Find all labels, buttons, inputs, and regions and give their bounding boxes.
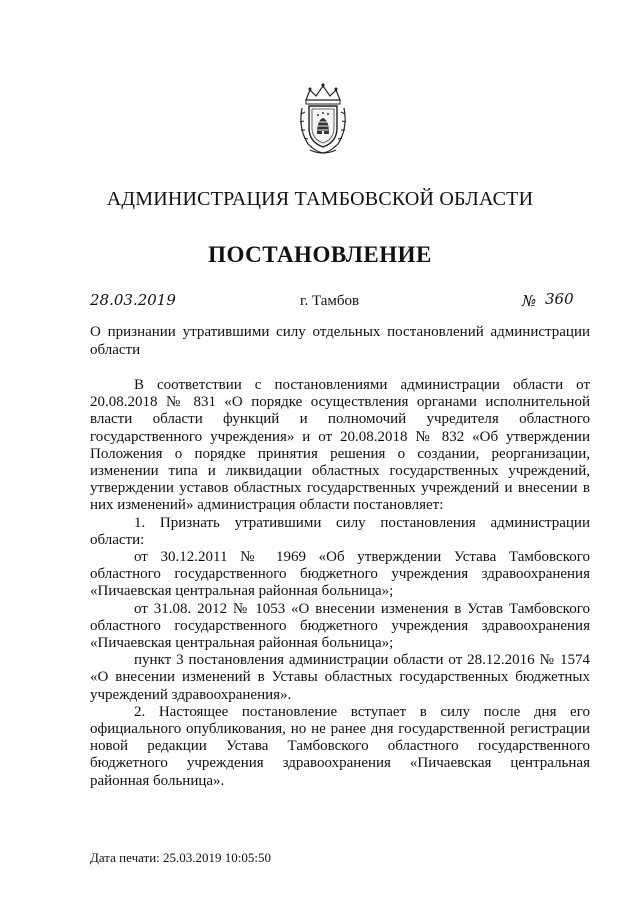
number-handwritten: 360 (545, 290, 574, 308)
date-handwritten: 28.03.2019 (90, 291, 176, 309)
document-subject: О признании утратившими силу отдельных постановлений администрации области (90, 324, 590, 358)
tambov-coat-of-arms-icon (296, 82, 350, 156)
organization-title: АДМИНИСТРАЦИЯ ТАМБОВСКОЙ ОБЛАСТИ (106, 188, 534, 210)
paragraph-subitem: от 31.08. 2012 № 1053 «О внесении изменения в Устав Тамбовского областного государственного бюджетного учреждения здравоохранения «Пичаевская центральная районная больница»; (90, 600, 590, 652)
paragraph-item-2: 2. Настоящее постановление вступает в силу после дня его официального опубликования, но не ранее дня государственной регистрации новой редакции Устава Тамбовского областного государственного бюджетного учреждения здравоохранения «Пичаевская центральная районная больница». (90, 703, 590, 789)
document-body (90, 377, 590, 790)
number-label: № (522, 292, 537, 310)
paragraph-subitem: от 30.12.2011 № 1969 «Об утверждении Устава Тамбовского областного государственного бюджетного учреждения здравоохранения «Пичаевская центральная районная больница»; (90, 549, 590, 600)
city: г. Тамбов (300, 293, 360, 309)
paragraph-item-1: 1. Признать утратившими силу постановления администрации области: (90, 514, 590, 548)
print-date: Дата печати: 25.03.2019 10:05:50 (90, 850, 272, 865)
document-type: ПОСТАНОВЛЕНИЕ (208, 242, 432, 267)
paragraph-preamble: В соответствии с постановлениями администрации области от 20.08.2018 № 831 «О порядке осуществления органами исполнительной власти области функций и полномочий учредителя областного государственного учреждения» и от 20.08.2018 № 832 «Об утверждении Положения о порядке принятия решения о создании, реорганизации, изменении типа и ликвидации областных государственных учреждений, утверждении уставов областных государственных учреждений и внесении в них изменений» администрация области постановляет: (90, 377, 590, 514)
paragraph-subitem: пункт 3 постановления администрации области от 28.12.2016 № 1574 «О внесении изменений в Уставы областных государственных бюджетных учреждений здравоохранения». (90, 652, 590, 703)
